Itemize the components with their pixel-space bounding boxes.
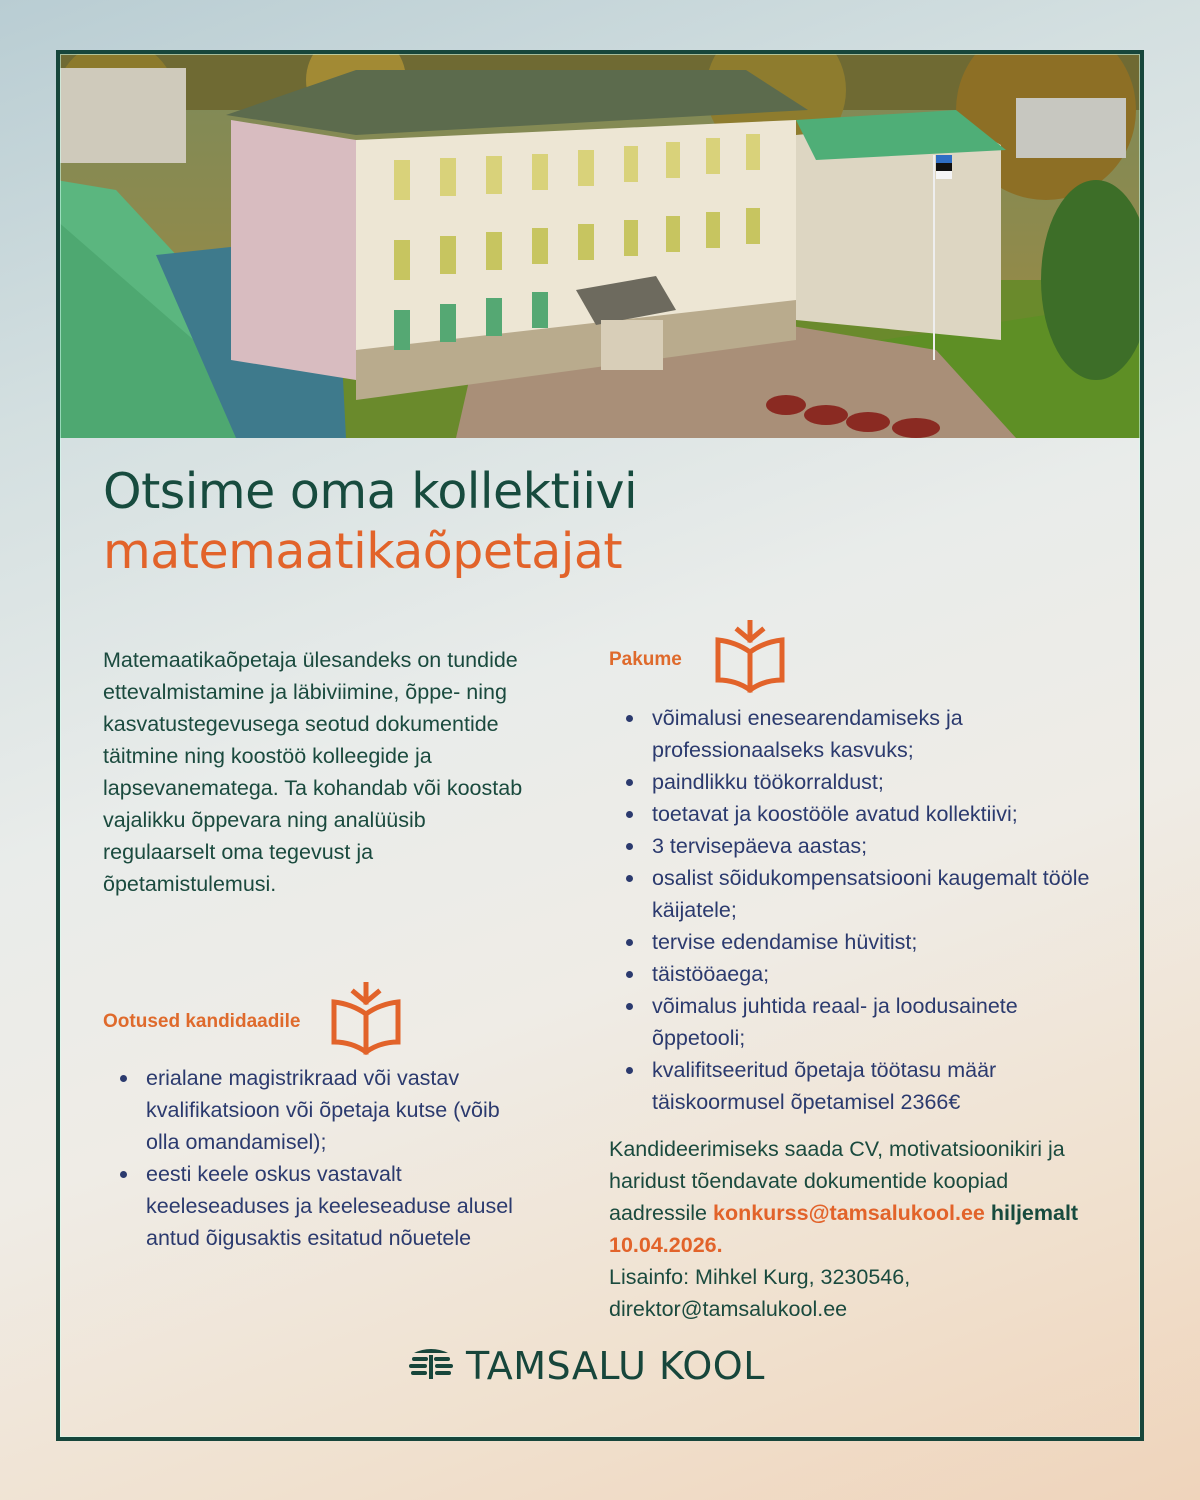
- offer-list: [626, 702, 1106, 1118]
- expectations-heading-label: Ootused kandidaadile: [103, 1011, 301, 1032]
- title-line-1: Otsime oma kollektiivi: [103, 463, 638, 520]
- page-title: [103, 462, 637, 582]
- list-item: täistööaega;: [626, 958, 1106, 990]
- deadline-date: 10.04.2026.: [609, 1233, 723, 1257]
- offer-heading: [609, 620, 788, 700]
- list-item: toetavat ja koostööle avatud kollektiivi;: [626, 798, 1106, 830]
- title-line-2: matemaatikaõpetajat: [103, 523, 623, 580]
- school-name: TAMSALU KOOL: [466, 1344, 765, 1388]
- school-logo: [408, 1344, 765, 1388]
- open-book-icon: [712, 620, 788, 700]
- list-item: osalist sõidukompensatsiooni kaugemalt tööle käijatele;: [626, 862, 1106, 926]
- list-item: 3 tervisepäeva aastas;: [626, 830, 1106, 862]
- list-item: tervise edendamise hüvitist;: [626, 926, 1106, 958]
- open-book-icon: [328, 982, 404, 1062]
- apply-text: Kandideerimiseks saada CV, motivatsioonikiri ja haridust tõendavate dokumentide koopiad aadressile: [609, 1137, 1065, 1225]
- list-item: kvalifitseeritud õpetaja töötasu määr täiskoormusel õpetamisel 2366€: [626, 1054, 1106, 1118]
- list-item: võimalus juhtida reaal- ja loodusainete õppetooli;: [626, 990, 1106, 1054]
- offer-heading-label: Pakume: [609, 649, 682, 670]
- list-item: eesti keele oskus vastavalt keeleseaduses ja keeleseaduse alusel antud õigusaktis esitatud nõuetele: [120, 1158, 520, 1254]
- tree-logo-icon: [408, 1347, 454, 1386]
- contact-email-link[interactable]: direktor@tamsalukool.ee: [609, 1297, 848, 1321]
- list-item: võimalusi enesearendamiseks ja professionaalseks kasvuks;: [626, 702, 1106, 766]
- application-instructions: [609, 1133, 1079, 1325]
- list-item: erialane magistrikraad või vastav kvalifikatsioon või õpetaja kutse (võib olla omandamisel);: [120, 1062, 520, 1158]
- job-description: Matemaatikaõpetaja ülesandeks on tundide ettevalmistamine ja läbiviimine, õppe- ning kasvatustegevusega seotud dokumentide täitmine ning koostöö kolleegide ja lapsevanematega. Ta kohandab või koostab vajalikku õppevara ning analüüsib regulaarselt oma tegevust ja õpetamistulemusi.: [103, 648, 523, 896]
- list-item: paindlikku töökorraldust;: [626, 766, 1106, 798]
- application-email-link[interactable]: konkurss@tamsalukool.ee: [712, 1201, 985, 1225]
- expectations-heading: [103, 982, 404, 1062]
- expectations-list: [120, 1062, 520, 1254]
- contact-info: Lisainfo: Mihkel Kurg, 3230546,: [609, 1265, 911, 1289]
- deadline-label: hiljemalt: [990, 1201, 1079, 1225]
